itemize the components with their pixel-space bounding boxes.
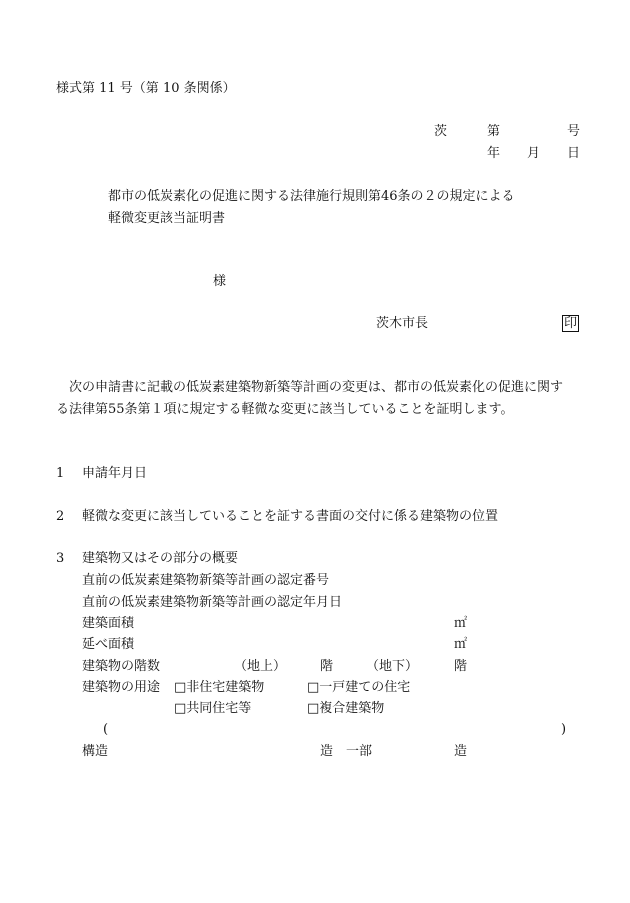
date-month: 月	[527, 146, 541, 161]
use-option-detached-house[interactable]: □一戸建ての住宅	[307, 680, 411, 695]
item3-number: 3	[56, 551, 65, 566]
item2-label: 軽微な変更に該当していることを証する書面の交付に係る建築物の位置	[82, 509, 499, 524]
number-go: 号	[567, 124, 581, 139]
issuer-name: 茨木市長	[376, 316, 429, 331]
use-option-mixed-use[interactable]: □複合建築物	[307, 701, 385, 716]
date-day: 日	[567, 146, 581, 161]
floors-label: 建築物の階数	[82, 659, 161, 674]
item3-label: 建築物又はその部分の概要	[82, 551, 239, 566]
number-prefix: 茨	[434, 124, 448, 139]
number-dai: 第	[487, 124, 501, 139]
document-title: 都市の低炭素化の促進に関する法律施行規則第46条の２の規定による	[108, 189, 515, 204]
use-detail-paren-close: )	[561, 722, 567, 737]
cert-number-label: 直前の低炭素建築物新築等計画の認定番号	[82, 573, 330, 588]
form-label: 様式第 11 号（第 10 条関係）	[56, 81, 236, 96]
use-option-apartment[interactable]: □共同住宅等	[174, 701, 252, 716]
floor-area-label: 延べ面積	[82, 637, 135, 652]
building-area-unit: ㎡	[454, 616, 468, 631]
floor-area-unit: ㎡	[454, 637, 468, 652]
item2-number: 2	[56, 509, 65, 524]
item1-number: 1	[56, 466, 65, 481]
floors-above-unit: 階	[320, 659, 334, 674]
structure-partial-label: 一部	[346, 744, 373, 759]
seal-mark: 印	[564, 316, 578, 331]
body-text: 次の申請書に記載の低炭素建築物新築等計画の変更は、都市の低炭素化の促進に関す	[56, 380, 564, 395]
floors-below-unit: 階	[454, 659, 468, 674]
structure-main-suffix: 造	[320, 744, 334, 759]
body-text-line2: る法律第55条第１項に規定する軽微な変更に該当していることを証明します。	[56, 402, 514, 417]
use-option-non-residential[interactable]: □非住宅建築物	[174, 680, 265, 695]
addressee-suffix: 様	[213, 274, 227, 289]
cert-date-label: 直前の低炭素建築物新築等計画の認定年月日	[82, 595, 343, 610]
use-detail-paren-open: (	[103, 722, 109, 737]
floors-above-label: （地上）	[234, 659, 287, 674]
date-year: 年	[487, 146, 501, 161]
use-label: 建築物の用途	[82, 680, 161, 695]
item1-label: 申請年月日	[82, 466, 148, 481]
building-area-label: 建築面積	[82, 616, 135, 631]
floors-below-label: （地下）	[366, 659, 419, 674]
document-title-line2: 軽微変更該当証明書	[108, 211, 226, 226]
structure-label: 構造	[82, 744, 109, 759]
structure-partial-suffix: 造	[454, 744, 468, 759]
